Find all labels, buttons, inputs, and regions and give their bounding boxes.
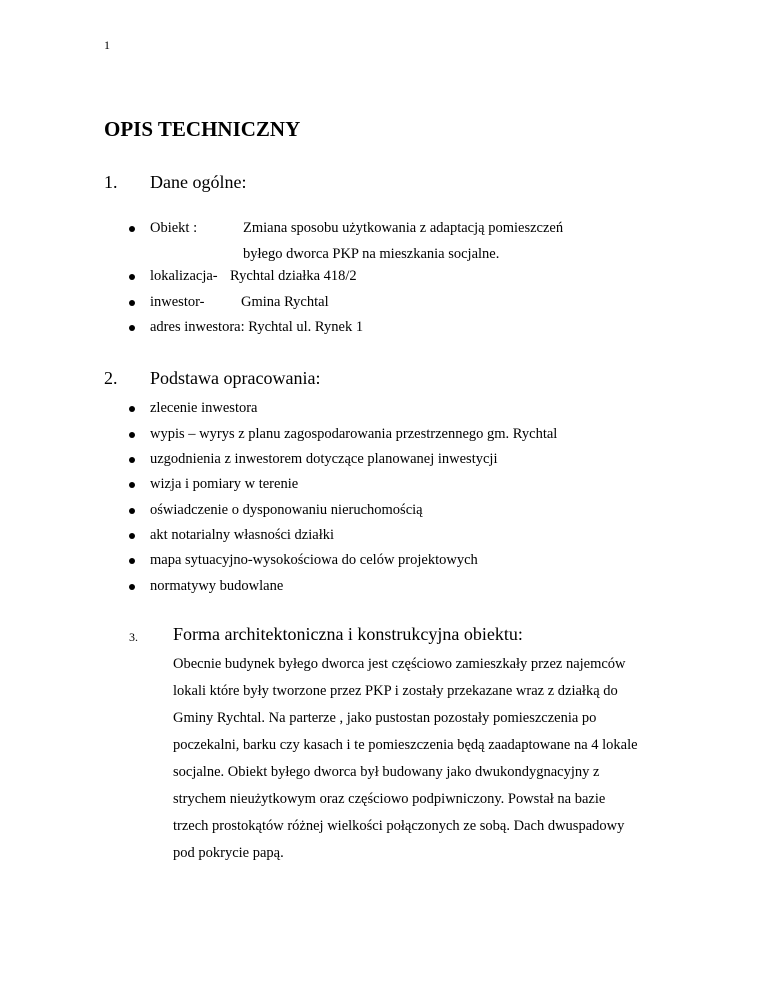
bullet-icon bbox=[129, 432, 135, 438]
obiekt-value-line-1: Zmiana sposobu użytkowania z adaptacją pomieszczeń bbox=[243, 220, 564, 236]
bullet-icon bbox=[129, 325, 135, 331]
list-item: akt notarialny własności działki bbox=[150, 527, 335, 543]
page-number: 1 bbox=[104, 38, 110, 52]
section-3-number: 3. bbox=[129, 630, 138, 644]
lokalizacja-label: lokalizacja- bbox=[150, 268, 218, 284]
bullet-icon bbox=[129, 508, 135, 514]
bullet-icon bbox=[129, 274, 135, 280]
paragraph-line: trzech prostokątów różnej wielkości połączonych ze sobą. Dach dwuspadowy bbox=[173, 818, 625, 834]
bullet-icon bbox=[129, 482, 135, 488]
paragraph-line: Gminy Rychtal. Na parterze , jako pustostan pozostały pomieszczenia po bbox=[173, 710, 597, 726]
list-item: zlecenie inwestora bbox=[150, 400, 258, 416]
list-item: oświadczenie o dysponowaniu nieruchomością bbox=[150, 502, 423, 518]
obiekt-label: Obiekt : bbox=[150, 220, 198, 236]
paragraph-line: strychem nieużytkowym oraz częściowo podpiwniczony. Powstał na bazie bbox=[173, 791, 606, 807]
section-2-number: 2. bbox=[104, 368, 118, 388]
bullet-icon bbox=[129, 457, 135, 463]
paragraph-line: poczekalni, barku czy kasach i te pomieszczenia będą zaadaptowane na 4 lokale bbox=[173, 737, 638, 753]
bullet-icon bbox=[129, 226, 135, 232]
paragraph-line: socjalne. Obiekt byłego dworca był budowany jako dwukondygnacyjny z bbox=[173, 764, 600, 780]
section-1-heading: Dane ogólne: bbox=[150, 172, 247, 192]
inwestor-label: inwestor- bbox=[150, 294, 205, 310]
section-1-number: 1. bbox=[104, 172, 118, 192]
list-item: normatywy budowlane bbox=[150, 578, 284, 594]
adres-inwestora: adres inwestora: Rychtal ul. Rynek 1 bbox=[150, 319, 364, 335]
obiekt-value-line-2: byłego dworca PKP na mieszkania socjalne. bbox=[243, 246, 500, 262]
list-item: wizja i pomiary w terenie bbox=[150, 476, 299, 492]
list-item: mapa sytuacyjno-wysokościowa do celów projektowych bbox=[150, 552, 478, 568]
bullet-icon bbox=[129, 300, 135, 306]
bullet-icon bbox=[129, 533, 135, 539]
list-item: wypis – wyrys z planu zagospodarowania przestrzennego gm. Rychtal bbox=[150, 426, 558, 442]
bullet-icon bbox=[129, 584, 135, 590]
bullet-icon bbox=[129, 406, 135, 412]
paragraph-line: Obecnie budynek byłego dworca jest częściowo zamieszkały przez najemców bbox=[173, 656, 626, 672]
section-2-heading: Podstawa opracowania: bbox=[150, 368, 321, 388]
bullet-icon bbox=[129, 558, 135, 564]
list-item: uzgodnienia z inwestorem dotyczące planowanej inwestycji bbox=[150, 451, 498, 467]
inwestor-value: Gmina Rychtal bbox=[241, 294, 329, 310]
lokalizacja-value: Rychtal działka 418/2 bbox=[230, 268, 357, 284]
document-title: OPIS TECHNICZNY bbox=[104, 117, 301, 141]
paragraph-line: pod pokrycie papą. bbox=[173, 845, 284, 861]
section-3-heading: Forma architektoniczna i konstrukcyjna obiektu: bbox=[173, 624, 523, 644]
paragraph-line: lokali które były tworzone przez PKP i zostały przekazane wraz z działką do bbox=[173, 683, 618, 699]
